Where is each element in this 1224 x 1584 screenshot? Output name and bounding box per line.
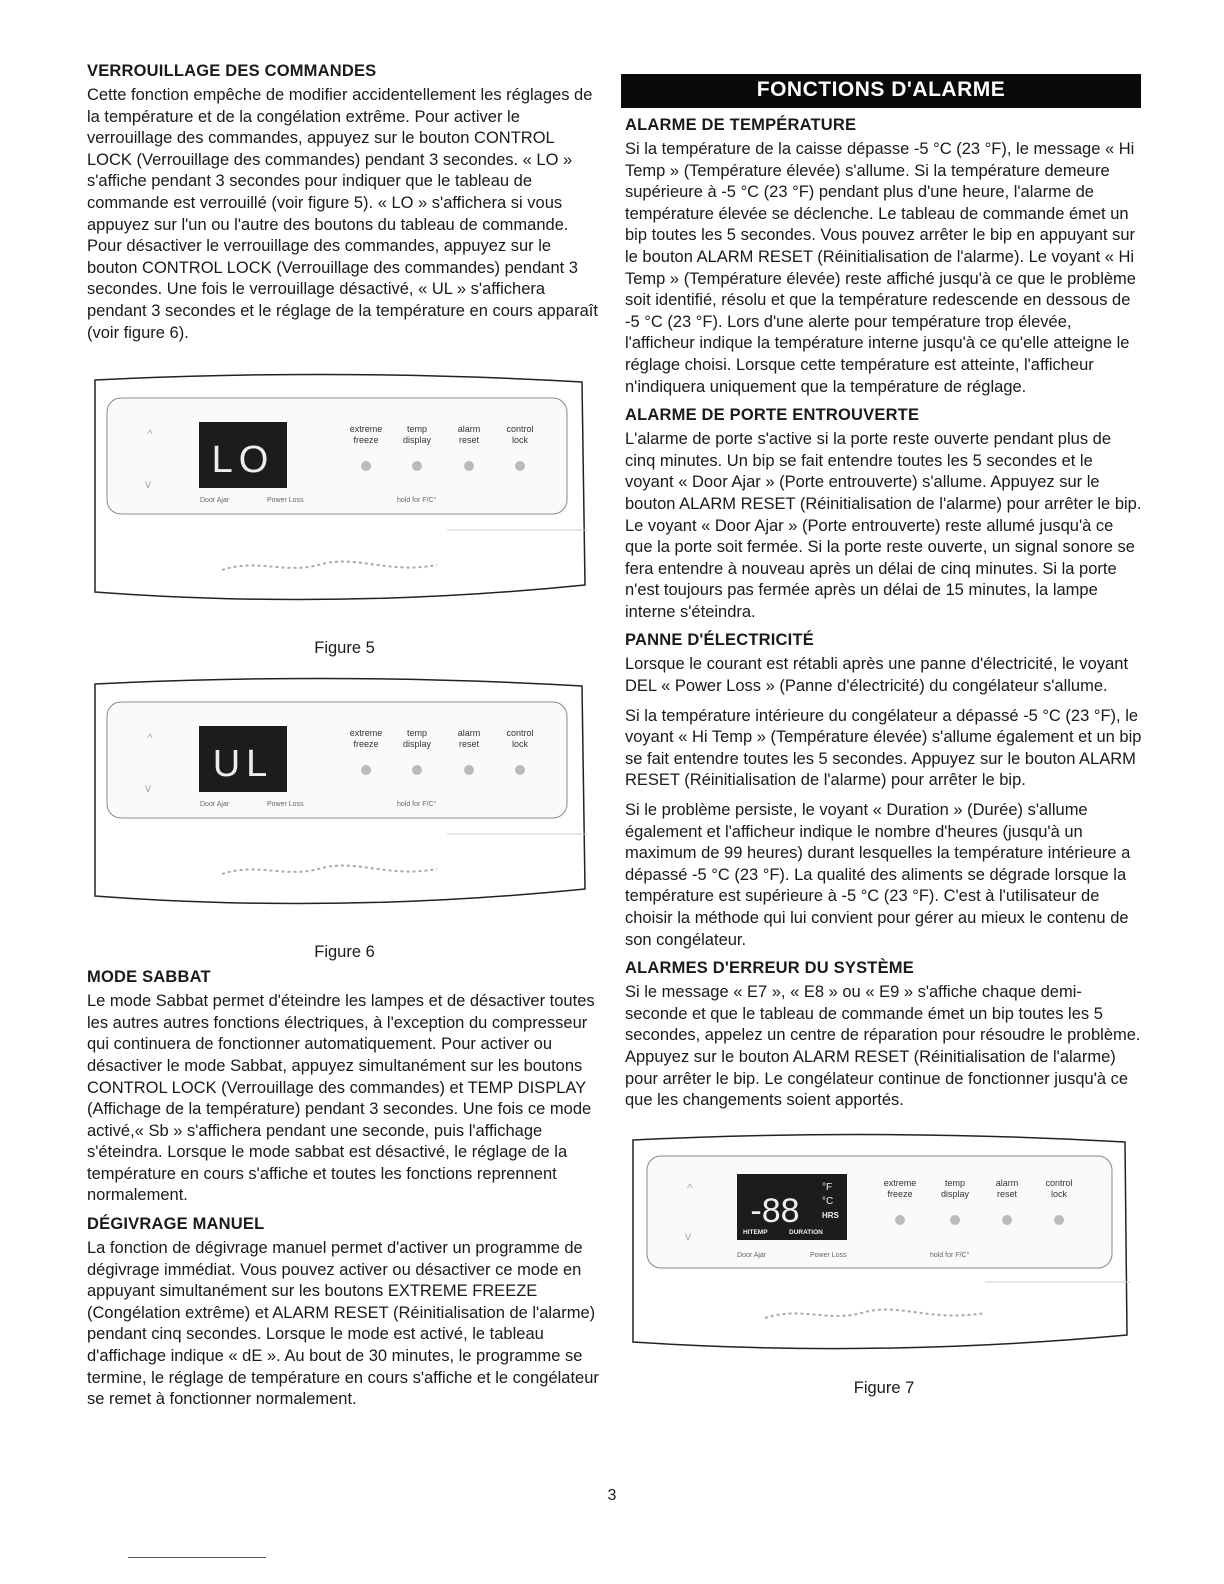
section-text-sabbat: Le mode Sabbat permet d'éteindre les lampes et de désactiver toutes les autres autres fonctions électriques, à l'exception du compresseur qui continuera de fonctionner automatiquement. Pour activer ou désactiver le mode Sabbat, appuyez simultanément sur les boutons CONTROL LOCK (Verrouillage des commandes) et TEMP DISPLAY (Affichage de la température) pendant 3 secondes. Une fois ce mode activé,« Sb » s'affichera pendant une seconde, puis l'affichage s'éteindra. Lorsque le mode sabbat est désactivé, le réglage de la température en cours s'affiche et toutes les fonctions reprennent normalement. xyxy=(87,992,595,1205)
section-title-alarme-temperature: ALARME DE TEMPÉRATURE xyxy=(625,116,857,134)
section-text-verrouillage: Cette fonction empêche de modifier accidentellement les réglages de la température et de la congélation extrême. Pour activer le verrouillage des commandes, appuyez sur le bouton CONTROL LOCK (Verrouillage des commandes) pendant 3 secondes. « LO » s'affiche pendant 3 secondes pour indiquer que le tableau de commande est verrouillé (voir figure 5). « LO » s'affichera si vous appuyez sur l'un ou l'autre des boutons du tableau de commande. Pour désactiver le verrouillage des commandes, appuyez sur le bouton CONTROL LOCK (Verrouillage des commandes) pendant 3 secondes. Une fois le verrouillage désactivé, « UL » s'affichera pendant 3 secondes et le réglage de la température en cours apparaît (voir figure 6). xyxy=(87,86,598,342)
btn-reset-label: reset xyxy=(458,435,480,446)
btn-freeze-label: freeze xyxy=(887,1188,913,1199)
btn-extreme-label: extreme xyxy=(349,728,383,739)
control-panel-illustration xyxy=(87,370,592,630)
up-arrow-icon: ^ xyxy=(687,1180,693,1195)
power-loss-label: Power Loss xyxy=(810,1251,847,1259)
hold-label: hold for F/C° xyxy=(930,1251,970,1259)
control-lock-button xyxy=(1054,1215,1064,1225)
figure-caption: Figure 5 xyxy=(314,639,375,658)
btn-control-label: control xyxy=(506,424,534,435)
section-text-erreur-systeme: Si le message « E7 », « E8 » ou « E9 » s'affiche chaque demi-seconde et que le tableau de commande émet un bip toutes les 5 secondes, appelez un centre de réparation pour résoudre le problème. Appuyez sur le bouton ALARM RESET (Réinitialisation de l'alarme) pour arrêter le bip. Le congélateur continue de fonctionner jusqu'à ce que les changements soient apportés. xyxy=(625,983,1141,1110)
figure-caption: Figure 6 xyxy=(314,943,375,962)
footer-line xyxy=(128,1557,266,1558)
section-text-degivrage: La fonction de dégivrage manuel permet d'activer un programme de dégivrage immédiat. Vous pouvez activer ou désactiver ce mode en appuyant simultanément sur les boutons EXTREME FREEZE (Congélation extrême) et ALARM RESET (Réinitialisation de l'alarme) pendant cinq secondes. Lorsque le mode est activé, le tableau d'affichage indique « dE ». Au bout de 30 minutes, le programme se termine, le réglage de température en cours s'affiche et le congélateur se remet à fonctionner normalement. xyxy=(87,1239,599,1409)
alarm-reset-button xyxy=(464,461,474,471)
door-ajar-label: Door Ajar xyxy=(200,801,230,809)
down-arrow-icon: v xyxy=(685,1228,691,1243)
alarm-reset-button xyxy=(464,765,474,775)
temp-display-button xyxy=(950,1215,960,1225)
btn-display-label: display xyxy=(940,1188,970,1199)
btn-lock-label: lock xyxy=(511,435,529,446)
left-column xyxy=(87,62,602,1419)
hold-label: hold for F/C° xyxy=(397,497,437,505)
section-text-alarme-temperature: Si la température de la caisse dépasse -5 °C (23 °F), le message « Hi Temp » (Température élevée) s'allume. Si la température demeure supérieure à -5 °C (23 °F) pendant plus d'une heure, l'alarme de température élevée se déclenche. Le tableau de commande émet un bip toutes les 5 secondes. Vous pouvez arrêter le bip en appuyant sur le bouton ALARM RESET (Réinitialisation de l'alarme). Le voyant « Hi Temp » (Température élevée) reste affiché jusqu'à ce que le problème soit identifié, résolu et que la température redescende en dessous de -5 °C (23 °F). Lors d'une alerte pour température trop élevée, l'afficheur indique la température interne jusqu'à ce qu'elle atteigne le réglage choisi. Lorsque cette température est atteinte, l'afficheur n'indiquera uniquement que la température de réglage. xyxy=(625,140,1136,396)
hours-indicator: HRS xyxy=(822,1210,839,1220)
celsius-indicator: °C xyxy=(822,1195,834,1207)
right-column xyxy=(625,64,1143,1404)
hitemp-indicator: HITEMP xyxy=(743,1228,768,1236)
alarm-reset-button xyxy=(1002,1215,1012,1225)
btn-freeze-label: freeze xyxy=(353,435,379,446)
section-text-porte-entrouverte: L'alarme de porte s'active si la porte reste ouverte pendant plus de cinq minutes. Un bip se fait entendre toutes les 5 secondes et le voyant « Door Ajar » (Porte entrouverte) s'allume. Appuyez sur le bouton ALARM RESET (Réinitialisation de l'alarme) pour arrêter le bip. Le voyant « Door Ajar » (Porte entrouverte) reste allumé jusqu'à ce que la porte soit fermée. Si la porte reste ouverte, un signal sonore se fera entendre à nouveau après un délai de cinq minutes. Si la porte n'est toujours pas fermée après un délai de 15 minutes, la lampe interne s'éteindra. xyxy=(625,430,1142,621)
extreme-freeze-button xyxy=(895,1215,905,1225)
fahrenheit-indicator: °F xyxy=(822,1181,833,1193)
section-title-panne-electricite: PANNE D'ÉLECTRICITÉ xyxy=(625,631,814,650)
btn-reset-label: reset xyxy=(458,739,480,750)
btn-temp-label: temp xyxy=(406,424,428,435)
figure-6 xyxy=(87,674,602,962)
btn-lock-label: lock xyxy=(511,739,529,750)
page-number: 3 xyxy=(607,1487,617,1504)
section-text-panne-3: Si le problème persiste, le voyant « Duration » (Durée) s'allume également et l'afficheur indique le nombre d'heures (jusqu'à un maximum de 99 heures) durant lesquelles la température intérieure a dépassé -5 °C (23 °F). La qualité des aliments se dégrade lorsque la température est supérieure à -5 °C (23 °F). C'est à l'utilisateur de choisir la méthode qui lui convient pour gérer au mieux le contenu de son congélateur. xyxy=(625,801,1131,949)
btn-control-label: control xyxy=(506,728,534,739)
btn-alarm-label: alarm xyxy=(995,1177,1019,1188)
display-readout: UL xyxy=(212,743,274,786)
btn-control-label: control xyxy=(1045,1177,1073,1188)
control-lock-button xyxy=(515,461,525,471)
hold-label: hold for F/C° xyxy=(397,801,437,809)
power-loss-label: Power Loss xyxy=(267,801,304,809)
alarm-functions-banner: FONCTIONS D'ALARME xyxy=(621,74,1141,108)
temp-display-button xyxy=(412,765,422,775)
btn-lock-label: lock xyxy=(1050,1188,1068,1199)
extreme-freeze-button xyxy=(361,765,371,775)
btn-reset-label: reset xyxy=(996,1188,1018,1199)
up-arrow-icon: ^ xyxy=(147,731,153,746)
power-loss-label: Power Loss xyxy=(267,497,304,505)
btn-extreme-label: extreme xyxy=(349,424,383,435)
temp-display-button xyxy=(412,461,422,471)
display-readout: LO xyxy=(211,439,275,482)
btn-temp-label: temp xyxy=(406,728,428,739)
up-arrow-icon: ^ xyxy=(147,427,153,442)
down-arrow-icon: v xyxy=(145,781,151,796)
section-title-erreur-systeme: ALARMES D'ERREUR DU SYSTÈME xyxy=(625,959,914,978)
control-lock-button xyxy=(515,765,525,775)
btn-alarm-label: alarm xyxy=(457,728,481,739)
btn-extreme-label: extreme xyxy=(883,1177,917,1188)
down-arrow-icon: v xyxy=(145,477,151,492)
figure-caption: Figure 7 xyxy=(853,1378,915,1397)
control-panel-illustration xyxy=(625,1130,1135,1370)
btn-display-label: display xyxy=(402,435,432,446)
display-readout: -88 xyxy=(750,1191,800,1230)
extreme-freeze-button xyxy=(361,461,371,471)
btn-temp-label: temp xyxy=(944,1177,966,1188)
control-panel-illustration xyxy=(87,674,592,934)
btn-alarm-label: alarm xyxy=(457,424,481,435)
section-title-sabbat: MODE SABBAT xyxy=(87,968,211,987)
btn-freeze-label: freeze xyxy=(353,739,379,750)
figure-5 xyxy=(87,370,602,658)
section-text-panne-2: Si la température intérieure du congélateur a dépassé -5 °C (23 °F), le voyant « Hi Temp » (Température élevée) s'allume également et un bip se fait entendre toutes les 5 secondes. Appuyez sur le bouton ALARM RESET (Réinitialisation de l'alarme) pour arrêter le bip. xyxy=(625,706,1142,790)
section-title-degivrage: DÉGIVRAGE MANUEL xyxy=(87,1215,265,1234)
door-ajar-label: Door Ajar xyxy=(737,1251,767,1259)
section-title-porte-entrouverte: ALARME DE PORTE ENTROUVERTE xyxy=(625,406,920,425)
section-title-verrouillage: VERROUILLAGE DES COMMANDES xyxy=(87,62,377,80)
section-text-panne-1: Lorsque le courant est rétabli après une panne d'électricité, le voyant DEL « Power Loss » (Panne d'électricité) du congélateur s'allume. xyxy=(625,655,1129,696)
figure-7 xyxy=(625,1130,1143,1398)
door-ajar-label: Door Ajar xyxy=(200,497,230,505)
duration-indicator: DURATION xyxy=(789,1228,823,1236)
btn-display-label: display xyxy=(402,739,432,750)
